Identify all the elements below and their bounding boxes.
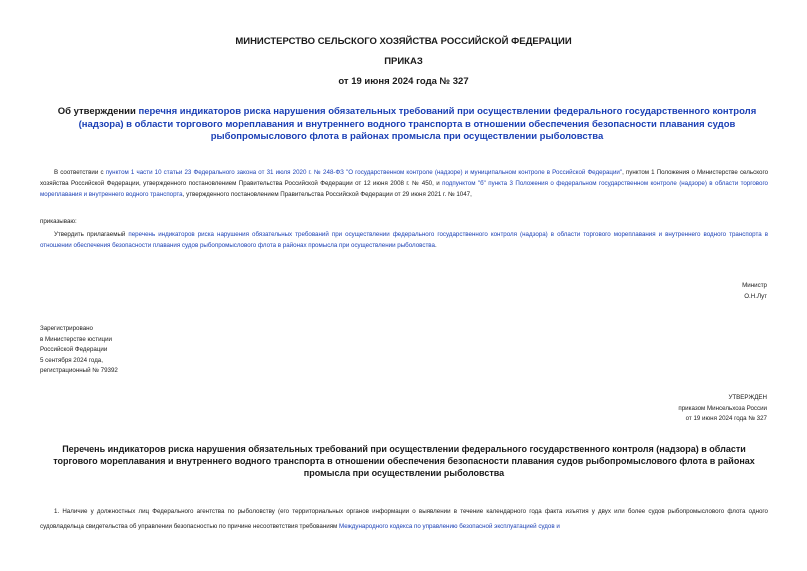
registration-block bbox=[40, 324, 118, 377]
approval-line: УТВЕРЖДЕН bbox=[728, 394, 767, 401]
registration-line: 5 сентября 2024 года, bbox=[40, 356, 103, 364]
basis-text-2: , пунктом 1 Положения о Министерстве сельского хозяйства Российской Федерации, утвержденного постановлением Правительства Российской Федерации от 12 июня 2008 г. № 450, и bbox=[40, 169, 769, 187]
indicator-list-link[interactable]: перечень индикаторов риска нарушения обязательных требований при осуществлении федерального государственного контроля (надзора) в области торгового мореплавания и внутреннего водного транспорта в отношении обеспечения безопасности плавания судов рыбопромыслового флота в районах промысла при осуществлении рыболовства bbox=[40, 231, 768, 249]
ism-code-link[interactable]: Международного кодекса по управлению безопасной эксплуатацией судов и bbox=[339, 523, 560, 530]
item1-text-2: информации о выявлении в течение календарного года факта изъятия у двух или более судов рыбопромыслового флота одного судовладельца свидетельства об управлении безопасностью bbox=[40, 508, 768, 530]
title-link[interactable]: перечня индикаторов риска нарушения обязательных требований при осуществлении федерального государственного контроля (надзора) в области торгового мореплавания и внутреннего водного транспорта в отношении обеспечения безопасности плавания судов рыбопромыслового флота в районах промысла при осуществлении рыболовства bbox=[78, 106, 757, 142]
signatory-name: О.Н.Лут bbox=[744, 292, 767, 300]
approve-text-1: Утвердить прилагаемый bbox=[54, 231, 129, 238]
basis-text-3: , утвержденного постановлением Правительства Российской Федерации от 29 июня 2021 г. № 1047, bbox=[182, 190, 472, 198]
approve-text-2: . bbox=[434, 241, 437, 249]
title-prefix: Об утверждении bbox=[57, 106, 139, 117]
approval-line: приказом Минсельхоза России bbox=[678, 404, 767, 412]
regulation-link[interactable]: подпунктом "б" пункта 3 Положения о федеральном государственном контроле (надзоре) в области торгового мореплавания и внутреннего водного транспорта bbox=[40, 179, 769, 198]
legal-basis-paragraph bbox=[40, 168, 768, 200]
ministry-name: МИНИСТЕРСТВО СЕЛЬСКОГО ХОЗЯЙСТВА РОССИЙСКОЙ ФЕДЕРАЦИИ bbox=[235, 36, 572, 47]
approval-line: от 19 июня 2024 года № 327 bbox=[685, 415, 767, 422]
approval-stamp bbox=[678, 393, 767, 425]
registration-line: в Министерстве юстиции bbox=[40, 335, 113, 343]
signatory-role: Министр bbox=[742, 282, 767, 289]
document-title bbox=[42, 106, 772, 144]
signature-block bbox=[742, 281, 767, 302]
approve-paragraph bbox=[40, 230, 768, 252]
list-title: Перечень индикаторов риска нарушения обязательных требований при осуществлении федерального государственного контроля (надзора) в области торгового мореплавания и внутреннего водного транспорта в отношении обеспечения безопасности плавания судов рыбопромыслового флота в районах промысла при осуществлении рыболовства bbox=[53, 444, 755, 478]
federal-law-link[interactable]: пунктом 1 части 10 статьи 23 Федерального закона от 31 июля 2020 г. № 248-ФЗ "О государственном контроле (надзоре) и муниципальном контроле в Российской Федерации" bbox=[105, 169, 623, 176]
document-type: ПРИКАЗ bbox=[384, 56, 423, 67]
item1-text-3: по причине несоответствия требованиям bbox=[217, 523, 340, 530]
registration-line: Российской Федерации bbox=[40, 346, 108, 353]
registration-line: регистрационный № 79392 bbox=[40, 367, 118, 374]
item1-text-1: 1. Наличие у должностных лиц Федерального агентства по рыболовству (его территориальных органов bbox=[54, 508, 369, 515]
list-item bbox=[40, 504, 768, 534]
document-date: от 19 июня 2024 года № 327 bbox=[338, 76, 469, 87]
basis-text-1: В соответствии с bbox=[54, 169, 106, 176]
orders-word: приказываю: bbox=[40, 218, 77, 225]
registration-line: Зарегистрировано bbox=[40, 325, 93, 332]
